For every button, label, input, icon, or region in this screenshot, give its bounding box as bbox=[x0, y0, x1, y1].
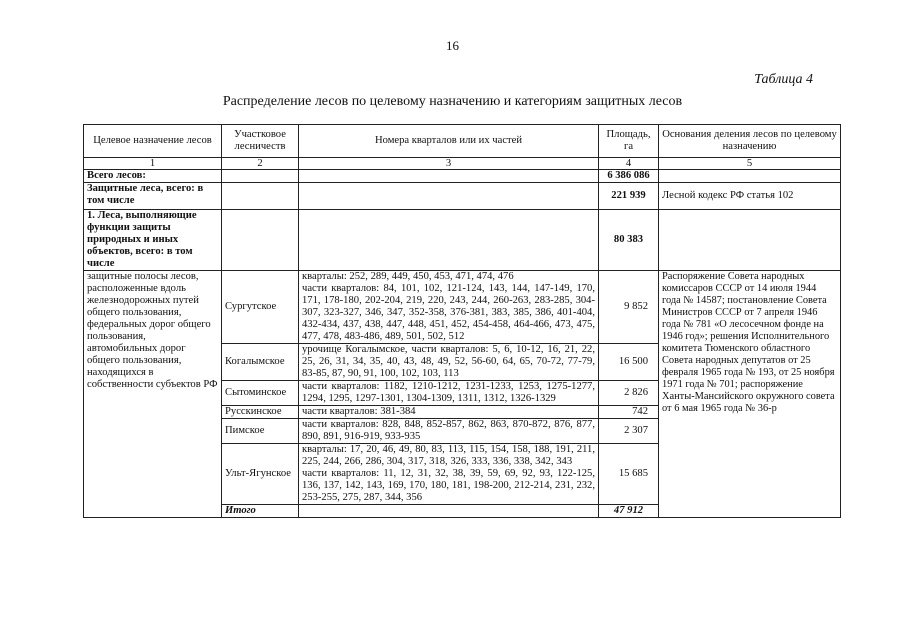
category-description: защитные полосы лесов, расположенные вдоль железнодорожных путей общего пользования, федеральных дорог общего пользования, автомобильных дорог общего пользования, находящихся в собственности субъектов РФ bbox=[84, 271, 222, 518]
protective-forests-row bbox=[84, 183, 841, 210]
quarter-numbers bbox=[299, 271, 599, 344]
quarter-numbers: части кварталов: 828, 848, 852-857, 862, 863, 870-872, 876, 877, 890, 891, 916-919, 933-935 bbox=[299, 419, 599, 444]
total-forests-row bbox=[84, 170, 841, 183]
forestry-name: Сургутское bbox=[222, 271, 299, 344]
itogo-label: Итого bbox=[222, 505, 299, 518]
forestry-name: Сытоминское bbox=[222, 381, 299, 406]
quarter-numbers: урочище Когалымское, части кварталов: 5, 6, 10-12, 16, 21, 22, 25, 26, 31, 34, 35, 40, 43, 48, 49, 52, 56-60, 64, 65, 70-72, 77-79, 83-85, 87, 90, 91, 100, 102, 103, 113 bbox=[299, 344, 599, 381]
section-row bbox=[84, 210, 841, 271]
col-number: 4 bbox=[599, 158, 659, 170]
column-number-row bbox=[84, 158, 841, 170]
col-number: 2 bbox=[222, 158, 299, 170]
page-number: 16 bbox=[446, 38, 459, 53]
area-value: 9 852 bbox=[599, 271, 659, 344]
quarter-parts-list: части кварталов: 84, 101, 102, 121-124, 143, 144, 147-149, 170, 171, 178-180, 202-204, 219, 220, 243, 244, 260-263, 283-285, 304-307, 323-327, 346, 347, 352-358, 376-381, 383, 385, 386, 401-404, 432-434, 437, 438, 447, 448, 451, 452, 454-458, 464-466, 473, 475, 477, 478, 483-486, 489, 501, 502, 512 bbox=[302, 283, 595, 342]
col-header-area: Площадь, га bbox=[599, 125, 659, 158]
itogo-area: 47 912 bbox=[599, 505, 659, 518]
col-header-basis: Основания деления лесов по целевому назначению bbox=[659, 125, 841, 158]
area-value: 16 500 bbox=[599, 344, 659, 381]
quarter-list: кварталы: 17, 20, 46, 49, 80, 83, 113, 115, 154, 158, 188, 191, 211, 225, 244, 266, 286, 304, 317, 318, 326, 333, 336, 338, 342, 343 bbox=[302, 444, 595, 467]
forestry-name: Ульт-Ягунское bbox=[222, 444, 299, 505]
quarter-numbers: части кварталов: 381-384 bbox=[299, 406, 599, 419]
total-label: Всего лесов: bbox=[84, 170, 222, 183]
area-value: 742 bbox=[599, 406, 659, 419]
area-value: 2 307 bbox=[599, 419, 659, 444]
header-row bbox=[84, 125, 841, 158]
quarter-numbers: части кварталов: 1182, 1210-1212, 1231-1233, 1253, 1275-1277, 1294, 1295, 1297-1301, 1304-1309, 1311, 1312, 1326-1329 bbox=[299, 381, 599, 406]
col-header-forestry: Участковое лесничеств bbox=[222, 125, 299, 158]
quarter-parts-list: части кварталов: 11, 12, 31, 32, 38, 39, 59, 69, 92, 93, 122-125, 136, 137, 142, 143, 169, 170, 180, 181, 198-200, 212-214, 231, 232, 253-255, 275, 287, 344, 356 bbox=[302, 468, 595, 503]
col-number: 3 bbox=[299, 158, 599, 170]
document-title: Распределение лесов по целевому назначению и категориям защитных лесов bbox=[222, 94, 683, 109]
forestry-name: Русскинское bbox=[222, 406, 299, 419]
table-label: Таблица 4 bbox=[754, 72, 813, 87]
protective-label: Защитные леса, всего: в том числе bbox=[84, 183, 222, 210]
col-number: 5 bbox=[659, 158, 841, 170]
col-number: 1 bbox=[84, 158, 222, 170]
forestry-name: Пимское bbox=[222, 419, 299, 444]
col-header-quarters: Номера кварталов или их частей bbox=[299, 125, 599, 158]
section-label: 1. Леса, выполняющие функции защиты природных и иных объектов, всего: в том числе bbox=[84, 210, 222, 271]
area-value: 2 826 bbox=[599, 381, 659, 406]
total-area: 6 386 086 bbox=[599, 170, 659, 183]
legal-basis: Распоряжение Совета народных комиссаров СССР от 14 июля 1944 года № 14587; постановление Совета Министров СССР от 7 апреля 1946 года № 781 «О лесосечном фонде на 1946 год»; решения Исполнительного комитета Тюменского областного Совета народных депутатов от 25 февраля 1965 года № 193, от 25 ноября 1971 года № 701; распоряжение Ханты-Мансийского окружного совета от 6 мая 1965 года № 36-р bbox=[659, 271, 841, 518]
col-header-purpose: Целевое назначение лесов bbox=[84, 125, 222, 158]
protective-basis: Лесной кодекс РФ статья 102 bbox=[659, 183, 841, 210]
section-area: 80 383 bbox=[599, 210, 659, 271]
forestry-name: Когалымское bbox=[222, 344, 299, 381]
protective-area: 221 939 bbox=[599, 183, 659, 210]
table-row bbox=[84, 271, 841, 344]
quarter-numbers bbox=[299, 444, 599, 505]
quarter-list: кварталы: 252, 289, 449, 450, 453, 471, 474, 476 bbox=[302, 271, 514, 282]
forest-distribution-table bbox=[83, 124, 841, 518]
area-value: 15 685 bbox=[599, 444, 659, 505]
